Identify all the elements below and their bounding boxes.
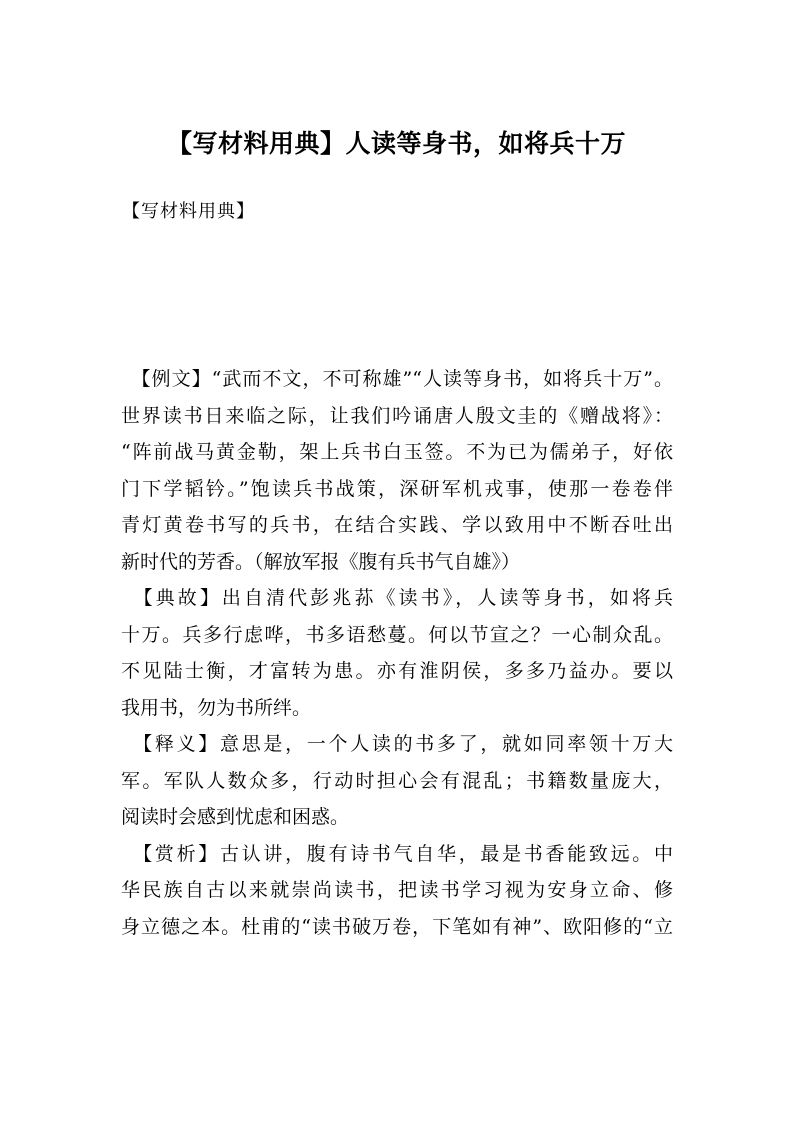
text-line: 世界读书日来临之际，让我们吟诵唐人殷文圭的《赠战将》：: [121, 404, 673, 427]
category-label: 【写材料用典】: [122, 201, 255, 222]
paragraph-source: [121, 580, 673, 726]
text-line: 十万。兵多行虑哗，书多语愁蔓。何以节宣之？一心制众乱。: [121, 623, 673, 646]
paragraph-example: [121, 361, 673, 580]
text-line: 我用书，勿为书所绊。: [121, 696, 312, 719]
document-body: [121, 361, 673, 945]
text-line: 华民族自古以来就崇尚读书，把读书学习视为安身立命、修: [121, 879, 673, 901]
text-line: 【例文】“武而不文，不可称雄”“人读等身书，如将兵十万”。: [121, 368, 673, 390]
text-line: 新时代的芳香。（解放军报《腹有兵书气自雄》）: [121, 550, 521, 573]
paragraph-appreciation: [121, 836, 673, 946]
text-line: 军。军队人数众多，行动时担心会有混乱；书籍数量庞大，: [121, 769, 673, 792]
text-line: 阅读时会感到忧虑和困惑。: [121, 806, 350, 828]
text-line: 青灯黄卷书写的兵书，在结合实践、学以致用中不断吞吐出: [121, 514, 673, 536]
text-line: 【释义】意思是，一个人读的书多了，就如同率领十万大: [121, 733, 673, 755]
text-line: 身立德之本。杜甫的“读书破万卷，下笔如有神”、欧阳修的“立: [121, 915, 673, 938]
text-line: 【赏析】古认讲，腹有诗书气自华，最是书香能致远。中: [121, 842, 673, 865]
document-title: 【写材料用典】人读等身书，如将兵十万: [166, 129, 626, 158]
text-line: “阵前战马黄金勒，架上兵书白玉签。不为已为儒弟子，好依: [121, 441, 673, 463]
text-line: 【典故】出自清代彭兆荪《读书》，人读等身书，如将兵: [121, 587, 673, 609]
paragraph-meaning: [121, 726, 673, 836]
text-line: 不见陆士衡，才富转为患。亦有淮阴侯，多多乃益办。要以: [121, 660, 673, 682]
text-line: 门下学韬钤。”饱读兵书战策，深研军机戎事，使那一卷卷伴: [121, 477, 673, 500]
